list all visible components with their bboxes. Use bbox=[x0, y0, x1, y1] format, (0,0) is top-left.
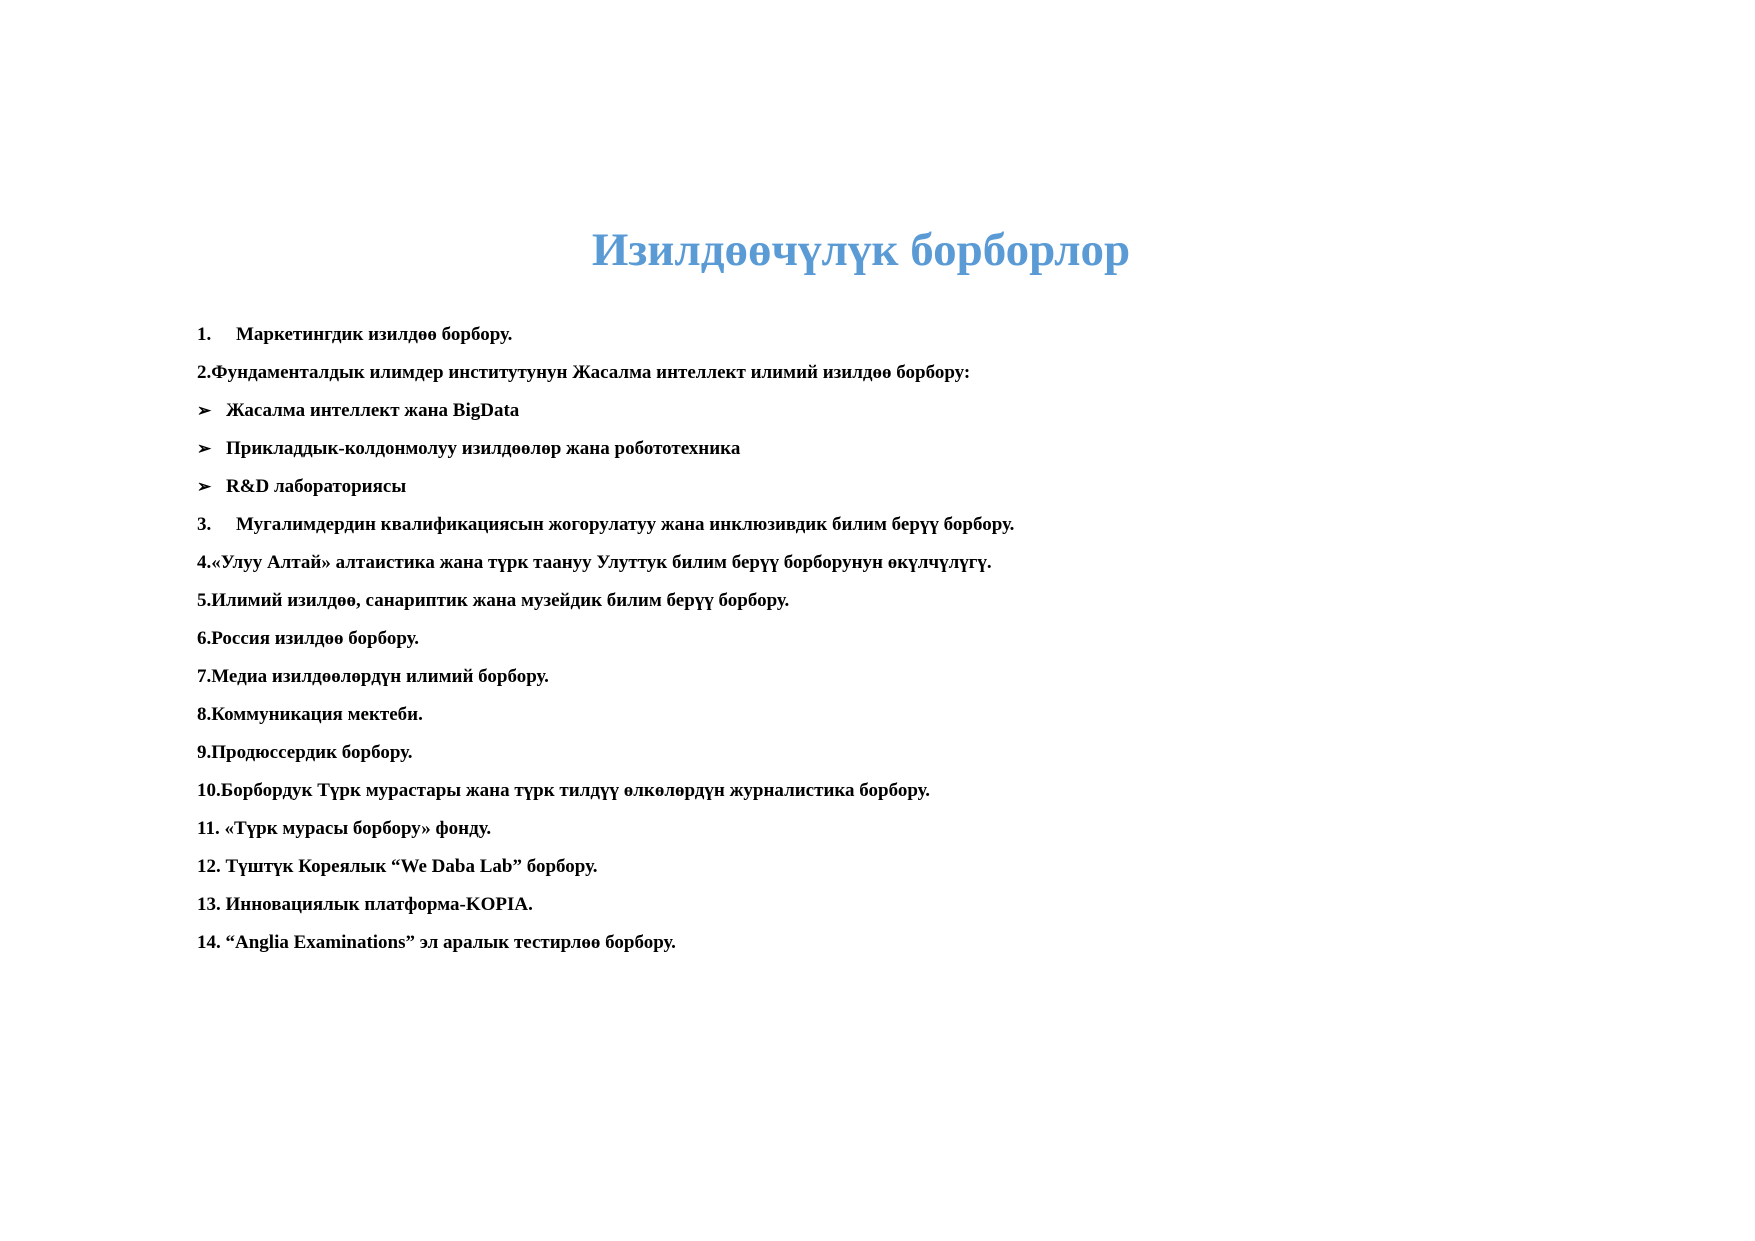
page-title: Изилдөөчүлүк борборлор bbox=[591, 224, 1131, 276]
list-item bbox=[197, 658, 1014, 696]
item-text: 4.«Улуу Алтай» алтаистика жана түрк таануу Улуттук билим берүү борборунун өкүлчүлүгү. bbox=[197, 552, 992, 573]
item-text: Мугалимдердин квалификациясын жогорулатуу жана инклюзивдик билим берүү борбору. bbox=[236, 514, 1015, 535]
item-text: Прикладдык-колдонмолуу изилдөөлөр жана робототехника bbox=[226, 438, 741, 459]
list-item bbox=[197, 468, 1014, 506]
item-text: 2.Фундаменталдык илимдер институтунун Жасалма интеллект илимий изилдөө борбору: bbox=[197, 362, 971, 383]
item-text: 8.Коммуникация мектеби. bbox=[197, 704, 423, 725]
centers-list bbox=[197, 316, 1014, 962]
item-text: 6.Россия изилдөө борбору. bbox=[197, 628, 420, 649]
item-text: 5.Илимий изилдөө, санариптик жана музейдик билим берүү борбору. bbox=[197, 590, 790, 611]
list-item bbox=[197, 544, 1014, 582]
item-text: 14. “Anglia Examinations” эл аралык тестирлөө борбору. bbox=[197, 932, 676, 953]
item-text: 13. Инновациялык платформа-KOPIA. bbox=[197, 894, 533, 915]
list-item bbox=[197, 696, 1014, 734]
item-number: 3. bbox=[197, 514, 212, 535]
arrow-bullet-icon: ➢ bbox=[197, 477, 212, 496]
list-item bbox=[197, 582, 1014, 620]
arrow-bullet-icon: ➢ bbox=[197, 401, 212, 420]
list-item bbox=[197, 810, 1014, 848]
arrow-bullet-icon: ➢ bbox=[197, 439, 212, 458]
list-item bbox=[197, 772, 1014, 810]
list-item bbox=[197, 886, 1014, 924]
item-number: 1. bbox=[197, 324, 212, 345]
list-item bbox=[197, 848, 1014, 886]
list-item bbox=[197, 506, 1014, 544]
item-text: 12. Түштүк Кореялык “We Daba Lab” борбору. bbox=[197, 856, 598, 877]
item-text: Жасалма интеллект жана BigData bbox=[226, 400, 520, 421]
list-item bbox=[197, 316, 1014, 354]
list-item bbox=[197, 924, 1014, 962]
list-item bbox=[197, 354, 1014, 392]
list-item bbox=[197, 430, 1014, 468]
item-text: 10.Борбордук Түрк мурастары жана түрк тилдүү өлкөлөрдүн журналистика борбору. bbox=[197, 780, 931, 801]
list-item bbox=[197, 734, 1014, 772]
item-text: 9.Продюссердик борбору. bbox=[197, 742, 413, 763]
item-text: 11. «Түрк мурасы борбору» фонду. bbox=[197, 818, 492, 839]
item-text: Маркетингдик изилдөө борбору. bbox=[236, 324, 513, 345]
list-item bbox=[197, 620, 1014, 658]
item-text: R&D лабораториясы bbox=[226, 476, 407, 497]
item-text: 7.Медиа изилдөөлөрдүн илимий борбору. bbox=[197, 666, 549, 687]
list-item bbox=[197, 392, 1014, 430]
